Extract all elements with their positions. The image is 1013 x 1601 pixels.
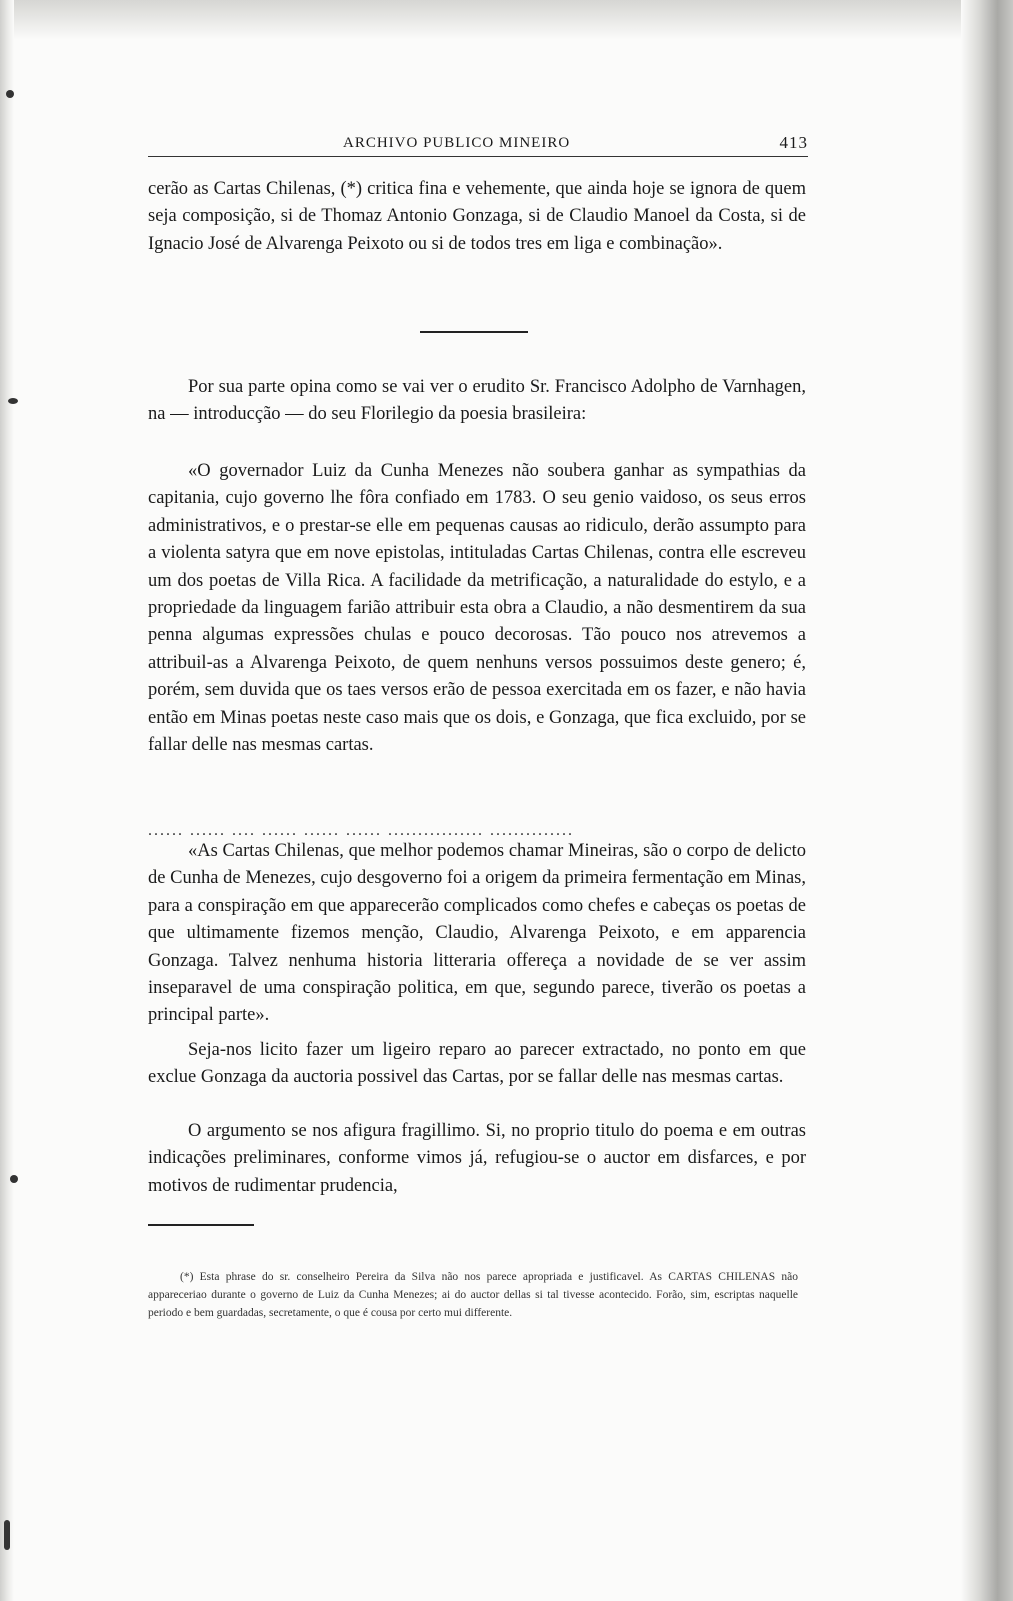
quote-2 xyxy=(148,838,806,1030)
paragraph-5 xyxy=(148,1037,806,1092)
quote-1 xyxy=(148,458,806,759)
page-shadow-right xyxy=(961,0,1013,1601)
page-shadow-top xyxy=(0,0,1013,40)
ellipsis-line: ...... ...... .... ...... ...... ...... ................ .............. xyxy=(148,822,574,839)
footnote-text: (*) Esta phrase do sr. conselheiro Pereira da Silva não nos parece apropriada e justificavel. As CARTAS CHILENAS não appareceriao durante o governo de Luiz da Cunha Menezes; ai do auctor dellas si tal tivesse acontecido. Forão, sim, escriptas naquelle periodo e bem guardadas, secretamente, o que é cousa por certo mui differente. xyxy=(148,1271,798,1320)
running-title: ARCHIVO PUBLICO MINEIRO xyxy=(343,135,571,151)
ink-spot xyxy=(10,1175,18,1183)
ink-spot xyxy=(6,90,14,98)
paragraph-2 xyxy=(148,374,806,429)
page-shadow-left xyxy=(0,0,14,1601)
paragraph-1-text: cerão as Cartas Chilenas, (*) critica fina e vehemente, que ainda hoje se ignora de quem seja composição, si de Thomaz Antonio Gonzaga, si de Claudio Manoel da Costa, si de Ignacio José de Alvarenga Peixoto ou si de todos tres em liga e combinação». xyxy=(148,179,806,254)
paragraph-1 xyxy=(148,176,806,258)
ink-spot xyxy=(8,398,18,404)
section-separator xyxy=(420,331,528,333)
paragraph-2-text: Por sua parte opina como se vai ver o erudito Sr. Francisco Adolpho de Varnhagen, na — introducção — do seu Florilegio da poesia brasileira: xyxy=(148,377,806,425)
paragraph-5-text: Seja-nos licito fazer um ligeiro reparo ao parecer extractado, no ponto em que exclue Gonzaga da auctoria possivel das Cartas, por se fallar delle nas mesmas cartas. xyxy=(148,1040,806,1088)
page-header xyxy=(148,131,808,155)
paragraph-6 xyxy=(148,1118,806,1200)
footnote-rule xyxy=(148,1224,254,1226)
footnote xyxy=(148,1268,798,1323)
ink-spot xyxy=(4,1520,10,1550)
paragraph-6-text: O argumento se nos afigura fragillimo. Si, no proprio titulo do poema e em outras indicações preliminares, conforme vimos já, refugiou-se o auctor em disfarces, e por motivos de rudimentar prudencia, xyxy=(148,1121,806,1196)
page-number: 413 xyxy=(779,133,808,152)
header-rule xyxy=(148,156,808,157)
quote-2-text: «As Cartas Chilenas, que melhor podemos chamar Mineiras, são o corpo de delicto de Cunha de Menezes, cujo desgoverno foi a origem da primeira fermentação em Minas, para a conspiração em que apparecerão complicados como chefes e cabeças os poetas de que ultimamente fizemos menção, Claudio, Alvarenga Peixoto, e em apparencia Gonzaga. Talvez nenhuma historia litteraria offereça a novidade de se ver assim inseparavel de uma conspiração politica, em que, segundo parece, tiverão os poetas a principal parte». xyxy=(148,841,806,1026)
quote-1-text: «O governador Luiz da Cunha Menezes não soubera ganhar as sympathias da capitania, cujo governo lhe fôra confiado em 1783. O seu genio vaidoso, os seus erros administrativos, e o prestar-se elle em pequenas causas ao ridiculo, derão assumpto para a violenta satyra que em nove epistolas, intituladas Cartas Chilenas, contra elle escreveu um dos poetas de Villa Rica. A facilidade da metrificação, a naturalidade do estylo, e a propriedade da linguagem farião attribuir esta obra a Claudio, a não desmentirem da sua penna algumas expressões chulas e pouco decorosas. Tão pouco nos atrevemos a attribuil-as a Alvarenga Peixoto, de quem nenhuns versos possuimos deste genero; é, porém, sem duvida que os taes versos erão de pessoa exercitada em os fazer, e não havia então em Minas poetas neste caso mais que os dois, e Gonzaga, que fica excluido, por se fallar delle nas mesmas cartas. xyxy=(148,461,806,756)
